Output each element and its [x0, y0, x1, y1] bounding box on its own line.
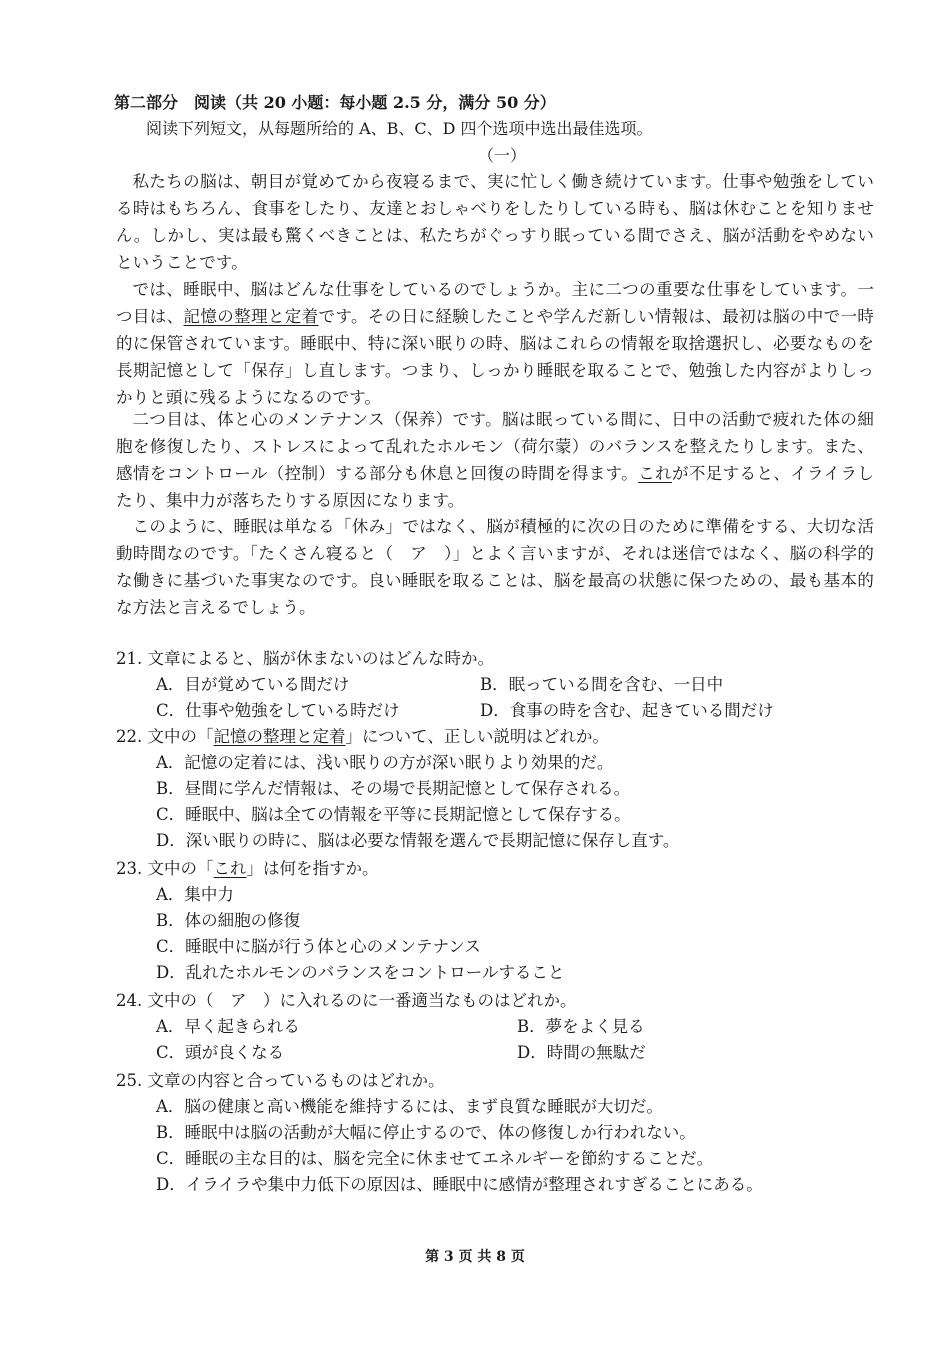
- question-24-stem: 24. 文中の（ ア ）に入れるのに一番適当なものはどれか。: [116, 991, 577, 1010]
- page-footer: 第 3 页 共 8 页: [425, 1249, 525, 1265]
- question-24-option-b: B．夢をよく見る: [517, 1017, 645, 1036]
- question-23-option-c: C．睡眠中に脳が行う体と心のメンテナンス: [156, 937, 481, 956]
- question-23-stem: [116, 856, 379, 882]
- question-21-option-c: C．仕事や勉強をしている時だけ: [156, 701, 400, 720]
- question-22-option-c: C．睡眠中、脳は全ての情報を平等に長期記憶として保存する。: [156, 805, 631, 824]
- question-21-option-b: B．眠っている間を含む、一日中: [480, 675, 724, 694]
- question-23-stem-a: 23. 文中の「: [116, 859, 214, 878]
- passage-paragraph-4: このように、睡眠は単なる「休み」ではなく、脳が積極的に次の日のために準備をする、大切な活動時間なのです。「たくさん寝ると（ ア ）」とよく言いますが、それは迷信ではなく、脳の科学的な働きに基づいた事実なのです。良い睡眠を取ることは、脳を最高の状態に保つための、最も基本的な方法と言えるでしょう。: [116, 517, 874, 617]
- passage-paragraph-3: [116, 406, 874, 514]
- question-23-underlined: これ: [213, 859, 247, 878]
- question-22-stem: [116, 724, 609, 750]
- question-24-option-d: D．時間の無駄だ: [517, 1043, 646, 1062]
- question-22-underlined: 記憶の整理と定着: [213, 727, 346, 746]
- question-24-option-c: C．頭が良くなる: [156, 1043, 285, 1062]
- question-22-option-b: B．昼間に学んだ情報は、その場で長期記憶として保存される。: [156, 779, 631, 798]
- paragraph-2-text-a: では、睡眠中、脳はどんな仕事をしているのでしょうか。主に二つの重要な仕事をしています。一つ目は、: [116, 280, 874, 326]
- question-25-stem: 25. 文章の内容と合っているものはどれか。: [116, 1071, 445, 1090]
- passage-paragraph-1: 私たちの脳は、朝目が覚めてから夜寝るまで、実に忙しく働き続けています。仕事や勉強をしている時はもちろん、食事をしたり、友達とおしゃべりをしたりしている時も、脳は休むことを知りません。しかし、実は最も驚くべきことは、私たちがぐっすり眠っている間でさえ、脳が活動をやめないということです。: [116, 172, 874, 272]
- question-25-option-a: A．脳の健康と高い機能を維持するには、まず良質な睡眠が大切だ。: [156, 1097, 663, 1116]
- passage-paragraph-2: [116, 276, 874, 411]
- question-22-option-a: A．記憶の定着には、浅い眠りの方が深い眠りより効果的だ。: [156, 753, 614, 772]
- question-23-stem-b: 」は何を指すか。: [246, 859, 379, 878]
- paragraph-2-text-b: です。その日に経験したことや学んだ新しい情報は、最初は脳の中で一時的に保管されています。睡眠中、特に深い眠りの時、脳はこれらの情報を取捨選択し、必要なものを長期記憶として「保存」し直します。つまり、しっかり睡眠を取ることで、勉強した内容がよりしっかりと頭に残るようになるのです。: [116, 307, 874, 407]
- section-title: 第二部分 阅读（共 20 小题：每小题 2.5 分，满分 50 分）: [114, 93, 556, 112]
- question-25-option-c: C．睡眠の主な目的は、脳を完全に休ませてエネルギーを節約することだ。: [156, 1149, 714, 1168]
- paragraph-3-text-a: 二つ目は、体と心のメンテナンス（保养）です。脳は眠っている間に、日中の活動で疲れた体の細胞を修復したり、ストレスによって乱れたホルモン（荷尔蒙）のバランスを整えたりします。また、感情をコントロール（控制）する部分も休息と回復の時間を得ます。: [116, 410, 874, 483]
- question-22-stem-b: 」について、正しい説明はどれか。: [345, 727, 609, 746]
- question-25-option-d: D．イライラや集中力低下の原因は、睡眠中に感情が整理されすぎることにある。: [156, 1175, 763, 1194]
- part-label: （一）: [478, 146, 527, 165]
- question-25-option-b: B．睡眠中は脳の活動が大幅に停止するので、体の修復しか行われない。: [156, 1123, 696, 1142]
- question-21-option-d: D．食事の時を含む、起きている間だけ: [480, 701, 774, 720]
- question-23-option-b: B．体の細胞の修復: [156, 911, 301, 930]
- question-22-option-d: D．深い眠りの時に、脳は必要な情報を選んで長期記憶に保存し直す。: [156, 831, 680, 850]
- question-21-stem: 21. 文章によると、脳が休まないのはどんな時か。: [116, 649, 494, 668]
- paragraph-3-text-b: が不足すると、イライラしたり、集中力が落ちたりする原因になります。: [116, 464, 874, 510]
- question-21-option-a: A．目が覚めている間だけ: [156, 675, 350, 694]
- question-24-option-a: A．早く起きられる: [156, 1017, 300, 1036]
- question-22-stem-a: 22. 文中の「: [116, 727, 214, 746]
- underlined-word-kore: これ: [638, 464, 672, 483]
- underlined-phrase-memory: 記憶の整理と定着: [183, 307, 319, 326]
- instruction-text: 阅读下列短文，从每题所给的 A、B、C、D 四个选项中选出最佳选项。: [146, 119, 653, 138]
- question-23-option-a: A．集中力: [156, 885, 234, 904]
- question-23-option-d: D．乱れたホルモンのバランスをコントロールすること: [156, 963, 565, 982]
